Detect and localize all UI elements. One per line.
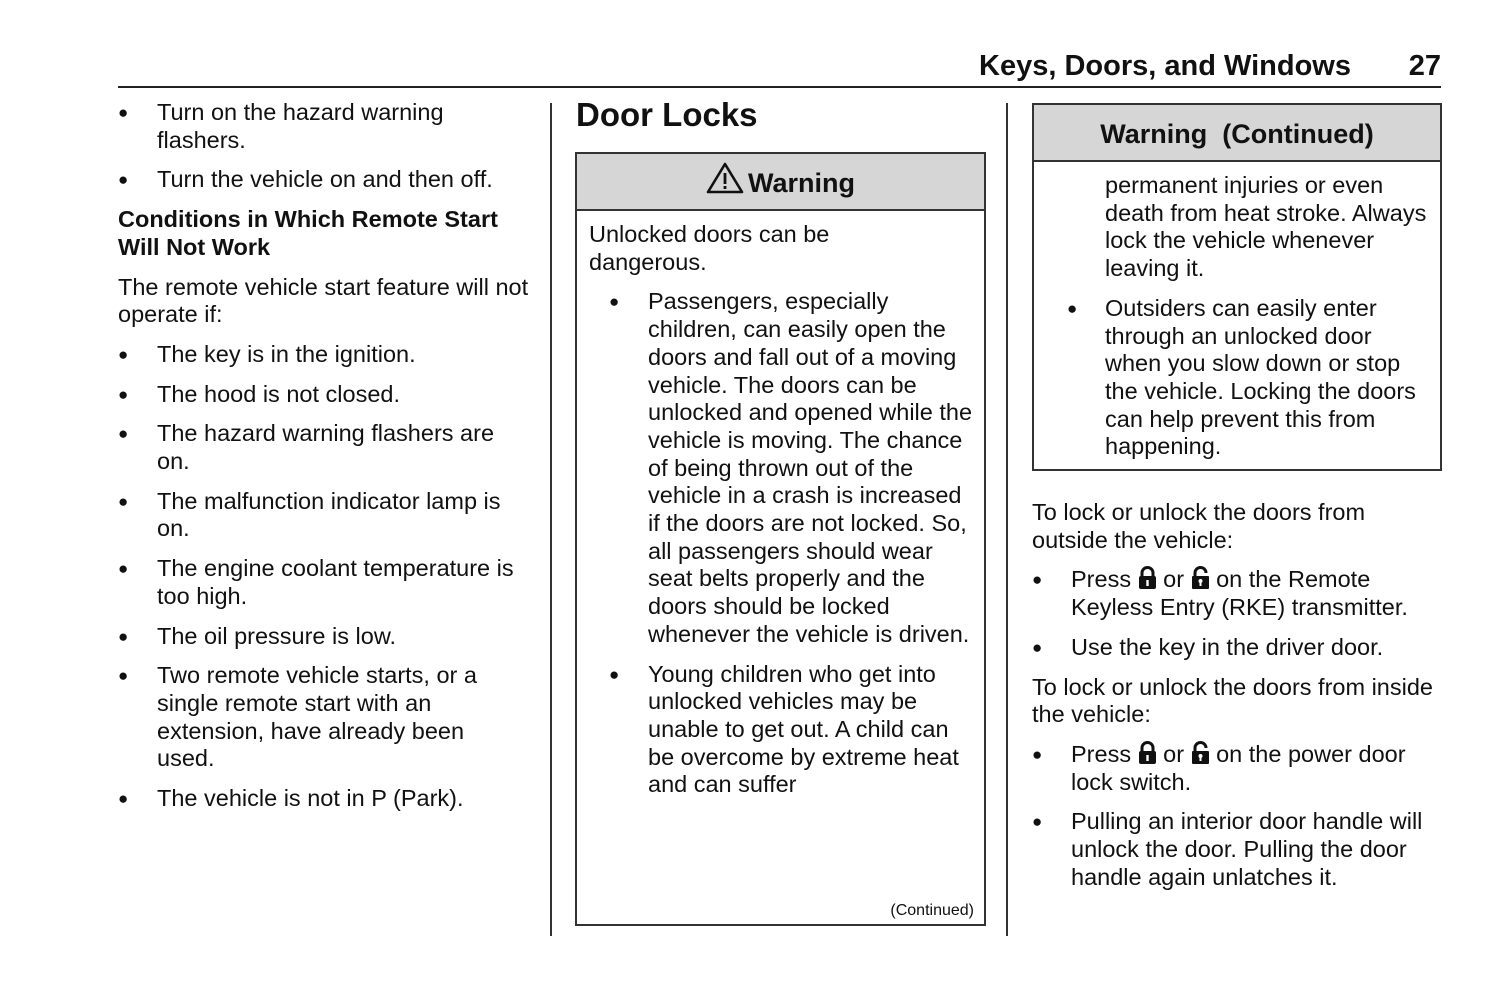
lock-icon <box>1138 566 1157 590</box>
inside-list <box>1032 741 1442 892</box>
bullet-list <box>118 99 538 194</box>
paragraph: To lock or unlock the doors from outside the vehicle: <box>1032 499 1366 553</box>
list-item: ● The key is in the ignition. <box>118 341 538 369</box>
section-title: Door Locks <box>576 96 758 133</box>
column-divider <box>550 103 552 936</box>
warning-continued-header: Warning (Continued) <box>1034 105 1440 162</box>
list-item: ● Young children who get into unlocked vehicles may be unable to get out. A child can be overcome by extreme heat and can suffer <box>589 661 974 800</box>
column-left <box>118 99 538 825</box>
unlock-icon <box>1191 566 1210 590</box>
warning-bullets <box>589 288 974 799</box>
warning-intro: Unlocked doors can be dangerous. <box>589 221 830 275</box>
paragraph: The remote vehicle start feature will not operate if: <box>118 273 529 328</box>
subheading: Conditions in Which Remote Start Will Not Work <box>118 206 498 260</box>
list-item: ● Turn on the hazard warning flashers. <box>118 99 538 154</box>
warning-header <box>577 154 984 211</box>
warning-continued-box <box>1032 103 1442 471</box>
list-item: ● Press or on the power door lock switch. <box>1032 741 1442 796</box>
warning-lead: permanent injuries or even death from heat stroke. Always lock the vehicle whenever leaving it. <box>1105 172 1427 282</box>
list-item: ● Pulling an interior door handle will unlock the door. Pulling the door handle again unlatches it. <box>1032 808 1442 891</box>
chapter-title: Keys, Doors, and Windows <box>979 50 1351 82</box>
list-item: ● The vehicle is not in P (Park). <box>118 785 538 813</box>
warning-bullets <box>1105 295 1430 461</box>
list-item: ● The oil pressure is low. <box>118 623 538 651</box>
conditions-list <box>118 341 538 813</box>
page-number: 27 <box>1408 50 1441 82</box>
list-item: ● The hazard warning flashers are on. <box>118 420 538 475</box>
warning-triangle-icon <box>706 162 744 194</box>
list-item: ● Two remote vehicle starts, or a single remote start with an extension, have already been used. <box>118 662 538 773</box>
column-right <box>1032 499 1442 903</box>
list-item: ● The engine coolant temperature is too high. <box>118 555 538 610</box>
continued-label: (Continued) <box>890 902 974 919</box>
warning-title: Warning <box>748 168 855 198</box>
list-item: ● The hood is not closed. <box>118 381 538 409</box>
warning-body <box>577 211 984 799</box>
warning-box <box>575 152 986 926</box>
list-item: ● Passengers, especially children, can easily open the doors and fall out of a moving vehicle. The doors can be unlocked and opened while the vehicle is moving. The chance of being thrown out of the vehicle in a crash is increased if the doors are not locked. So, all passengers should wear seat belts properly and the doors should be locked whenever the vehicle is driven. <box>589 288 974 648</box>
list-item: ● Press or on the Remote Keyless Entry (RKE) transmitter. <box>1032 566 1442 621</box>
list-item: ● Outsiders can easily enter through an unlocked door when you slow down or stop the vehicle. Locking the doors can help prevent this from happening. <box>1105 295 1430 461</box>
column-divider <box>1006 103 1008 936</box>
list-item: ● Use the key in the driver door. <box>1032 634 1442 662</box>
outside-list <box>1032 566 1442 661</box>
list-item: ● The malfunction indicator lamp is on. <box>118 488 538 543</box>
page-header <box>118 48 1441 88</box>
unlock-icon <box>1191 741 1210 765</box>
lock-icon <box>1138 741 1157 765</box>
list-item: ● Turn the vehicle on and then off. <box>118 166 538 194</box>
paragraph: To lock or unlock the doors from inside the vehicle: <box>1032 673 1433 728</box>
warning-continued-body <box>1034 162 1440 461</box>
